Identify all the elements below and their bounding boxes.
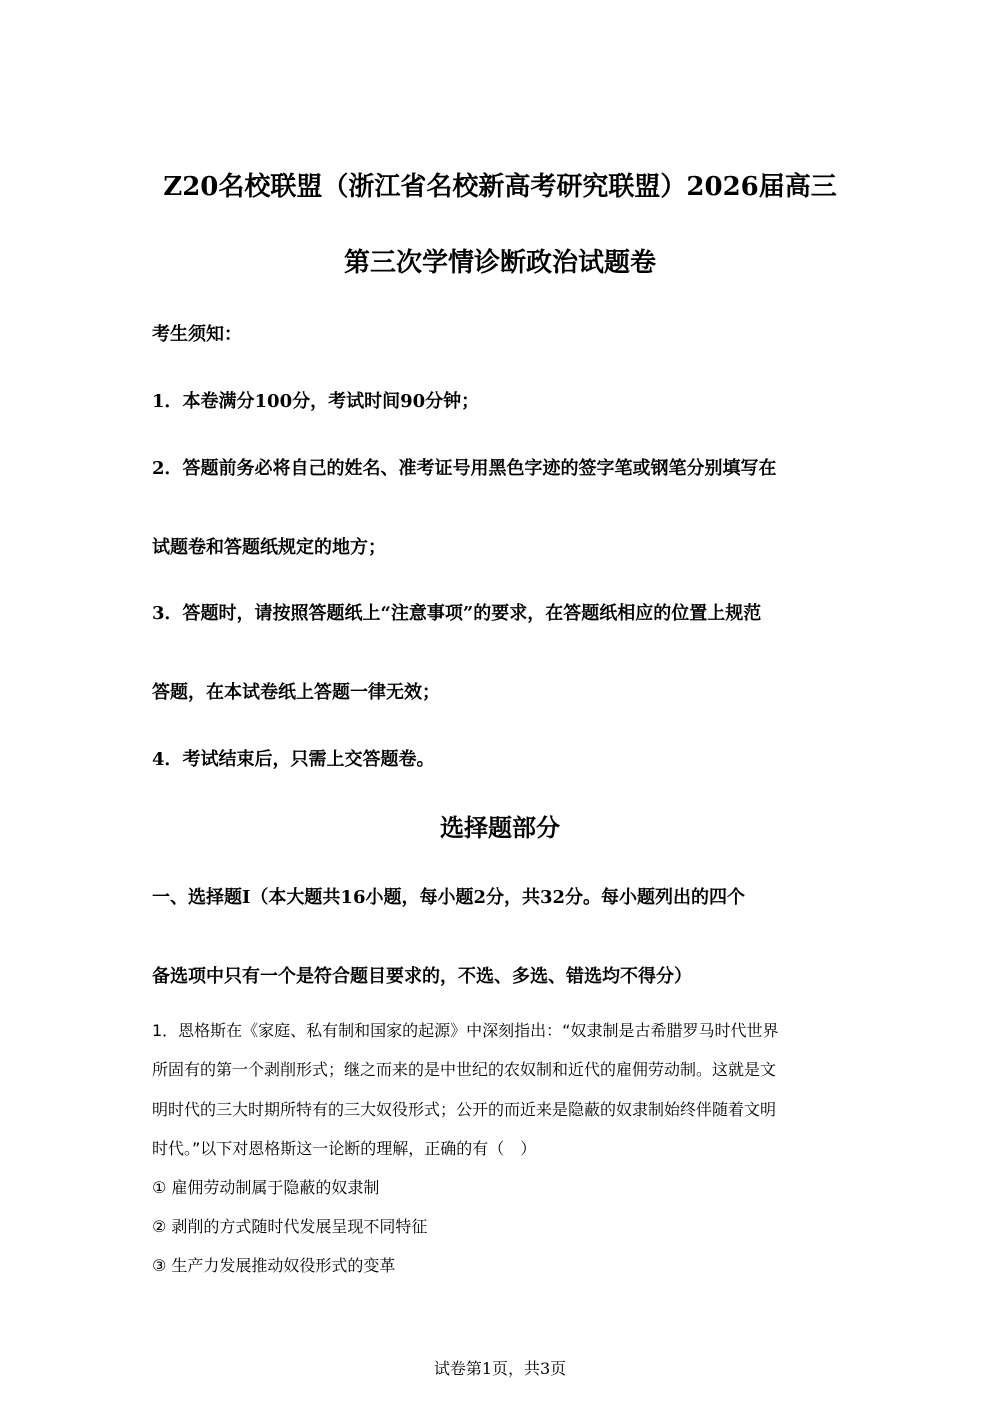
section-title: 选择题部分 [440, 813, 560, 842]
question-1-option-2: ② 剥削的方式随时代发展呈现不同特征 [152, 1217, 428, 1236]
page-footer: 试卷第1页，共3页 [433, 1359, 567, 1378]
question-1-stem-line-2: 所固有的第一个剥削形式；继之而来的是中世纪的农奴制和近代的雇佣劳动制。这就是文 [152, 1060, 777, 1079]
question-1-option-1: ① 雇佣劳动制属于隐蔽的奴隶制 [152, 1178, 380, 1197]
exam-title-line-2: 第三次学情诊断政治试题卷 [343, 248, 656, 278]
exam-title-line-1: Z20名校联盟（浙江省名校新高考研究联盟）2026届高三 [163, 172, 837, 202]
question-1-stem-line-4: 时代。”以下对恩格斯这一论断的理解，正确的有（ ） [152, 1139, 537, 1158]
notice-item-1: 1．本卷满分100分，考试时间90分钟； [152, 391, 480, 412]
question-1-option-3: ③ 生产力发展推动奴役形式的变革 [152, 1256, 396, 1275]
notice-item-2-line-2: 试题卷和答题纸规定的地方； [152, 537, 386, 558]
question-1-stem-line-3: 明时代的三大时期所特有的三大奴役形式；公开的而近来是隐蔽的奴隶制始终伴随着文明 [152, 1100, 777, 1119]
notice-heading: 考生须知： [152, 324, 242, 345]
notice-item-3-line-1: 3．答题时，请按照答题纸上“注意事项”的要求，在答题纸相应的位置上规范 [152, 603, 762, 624]
notice-item-3-line-2: 答题，在本试卷纸上答题一律无效； [152, 682, 440, 703]
notice-item-2-line-1: 2．答题前务必将自己的姓名、准考证号用黑色字迹的签字笔或钢笔分别填写在 [152, 458, 777, 479]
notice-item-4: 4．考试结束后，只需上交答题卷。 [152, 749, 435, 770]
part-heading-line-2: 备选项中只有一个是符合题目要求的，不选、多选、错选均不得分） [152, 966, 692, 987]
question-1-stem-line-1: 1．恩格斯在《家庭、私有制和国家的起源》中深刻指出：“奴隶制是古希腊罗马时代世界 [152, 1021, 779, 1040]
part-heading-line-1: 一、选择题Ⅰ（本大题共16小题，每小题2分，共32分。每小题列出的四个 [152, 887, 746, 908]
